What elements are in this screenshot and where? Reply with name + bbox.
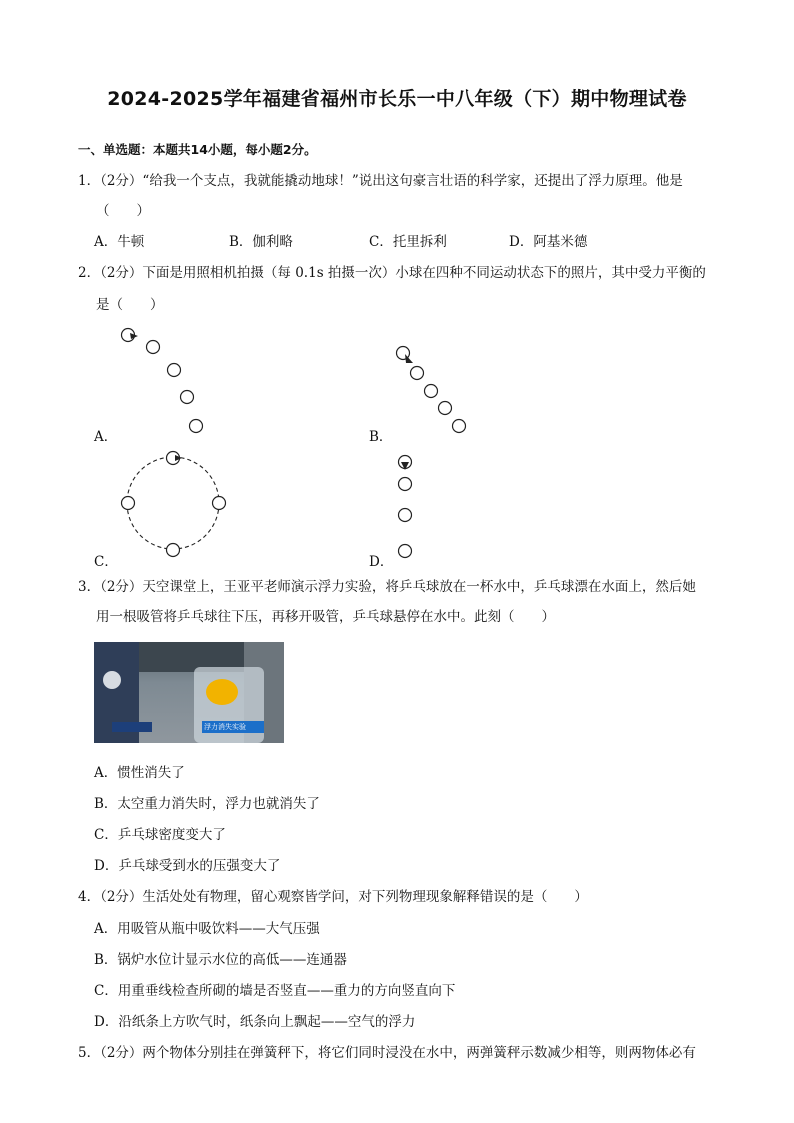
figure-a-diagonal-accelerating <box>110 320 220 440</box>
q2-label-c: C． <box>94 554 118 570</box>
q1-stem-cont: （ ） <box>96 203 150 219</box>
section-heading: 一、单选题：本题共14小题，每小题2分。 <box>78 142 317 157</box>
q3-option-c: C．乒乓球密度变大了 <box>94 827 226 843</box>
q4-option-c: C．用重垂线检查所砌的墙是否竖直——重力的方向竖直向下 <box>94 983 456 999</box>
q1-option-d: D．阿基米德 <box>509 234 588 250</box>
figure-c-circular-motion <box>118 450 228 560</box>
q3-option-a: A．惯性消失了 <box>94 765 185 781</box>
q1-stem: 1．（2分）“给我一个支点，我就能撬动地球！”说出这句豪言壮语的科学家，还提出了浮力原理。他是 <box>78 173 683 189</box>
q3-option-b: B．太空重力消失时，浮力也就消失了 <box>94 796 320 812</box>
q2-stem-cont: 是（ ） <box>96 297 164 313</box>
q5-stem: 5．（2分）两个物体分别挂在弹簧秤下，将它们同时浸没在水中，两弹簧秤示数减少相等，则两物体必有 <box>78 1045 696 1061</box>
q1-option-a: A．牛顿 <box>94 234 145 250</box>
q2-stem: 2．（2分）下面是用照相机拍摄（每 0.1s 拍摄一次）小球在四种不同运动状态下的照片，其中受力平衡的 <box>78 265 706 281</box>
q3-photo-caption: 浮力消失实验 <box>204 723 246 731</box>
q2-label-b: B． <box>369 429 393 445</box>
q3-photo-space-class <box>94 642 284 743</box>
q1-option-c: C．托里拆利 <box>369 234 447 250</box>
q4-option-d: D．沿纸条上方吹气时，纸条向上飘起——空气的浮力 <box>94 1014 416 1030</box>
page-title: 2024-2025学年福建省福州市长乐一中八年级（下）期中物理试卷 <box>107 88 687 110</box>
q3-option-d: D．乒乓球受到水的压强变大了 <box>94 858 281 874</box>
q2-label-a: A． <box>94 429 118 445</box>
q4-option-b: B．锅炉水位计显示水位的高低——连通器 <box>94 952 347 968</box>
q3-stem-cont: 用一根吸管将乒乓球往下压，再移开吸管，乒乓球悬停在水中。此刻（ ） <box>96 609 555 625</box>
q4-stem: 4．（2分）生活处处有物理，留心观察皆学问，对下列物理现象解释错误的是（ ） <box>78 889 588 905</box>
q1-option-b: B．伽利略 <box>229 234 293 250</box>
q4-option-a: A．用吸管从瓶中吸饮料——大气压强 <box>94 921 320 937</box>
q3-stem: 3．（2分）天空课堂上，王亚平老师演示浮力实验，将乒乓球放在一杯水中，乒乓球漂在水面上，然后她 <box>78 579 696 595</box>
figure-b-diagonal-uniform <box>392 340 472 440</box>
q2-label-d: D． <box>369 554 394 570</box>
figure-d-vertical-uniform <box>392 452 422 562</box>
